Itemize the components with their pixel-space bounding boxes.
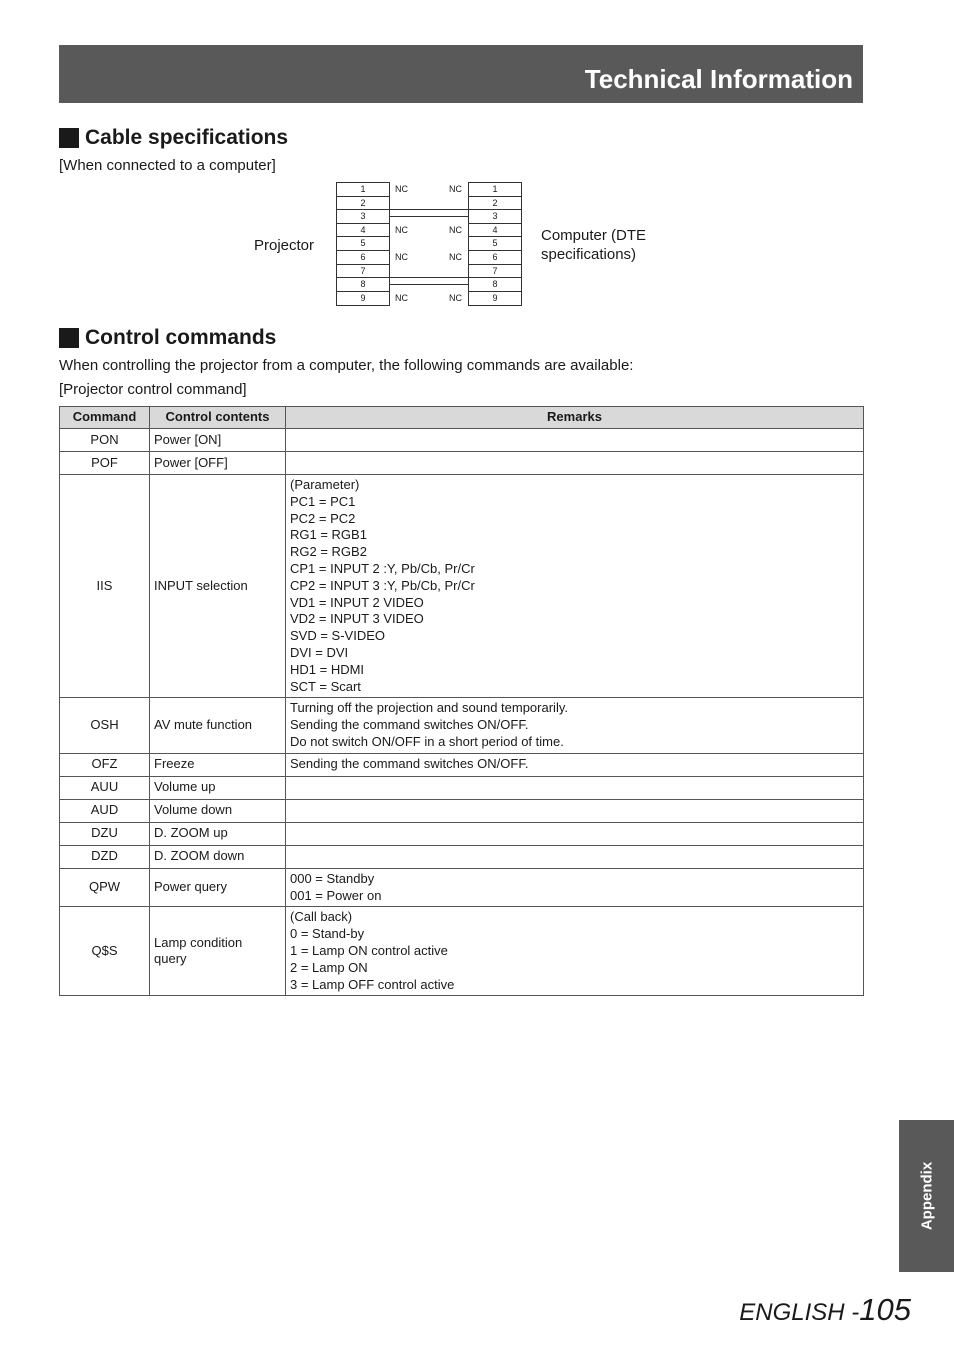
- pin-cell: 8: [337, 278, 389, 292]
- remarks-cell: [286, 475, 864, 698]
- command-cell: DZU: [60, 822, 150, 845]
- pin-cell: 5: [337, 237, 389, 251]
- wire-line: [390, 284, 468, 285]
- contents-line: D. ZOOM up: [154, 825, 228, 841]
- remarks-line: 0 = Stand-by: [290, 926, 365, 942]
- remarks-cell: [286, 868, 864, 907]
- remarks-line: (Call back): [290, 909, 353, 925]
- contents-line: INPUT selection: [154, 577, 248, 593]
- computer-label-line2: specifications): [541, 246, 637, 263]
- contents-cell: [150, 822, 286, 845]
- remarks-cell: [286, 776, 864, 799]
- header-command: Command: [60, 407, 150, 429]
- remarks-cell: [286, 799, 864, 822]
- table-row: [60, 799, 864, 822]
- computer-label-line1: Computer (DTE: [541, 227, 647, 244]
- control-section-title: Control commands: [85, 326, 277, 349]
- command-cell: OSH: [60, 698, 150, 753]
- contents-cell: [150, 845, 286, 868]
- pin-cell: 1: [337, 183, 389, 197]
- nc-right: NC: [449, 252, 462, 262]
- computer-label: [541, 226, 646, 264]
- command-cell: AUU: [60, 776, 150, 799]
- remarks-line: 3 = Lamp OFF control active: [290, 976, 455, 992]
- contents-cell: [150, 776, 286, 799]
- remarks-cell: [286, 698, 864, 753]
- header-bar: [59, 45, 863, 103]
- nc-right: NC: [449, 292, 462, 303]
- remarks-line: (Parameter): [290, 477, 360, 492]
- contents-cell: [150, 907, 286, 996]
- remarks-line: PC2 = PC2: [290, 510, 356, 526]
- nc-left: NC: [395, 292, 408, 303]
- nc-right: NC: [449, 184, 462, 194]
- command-cell: Q$S: [60, 907, 150, 996]
- contents-cell: [150, 452, 286, 475]
- remarks-line: SCT = Scart: [290, 678, 361, 694]
- remarks-line: 001 = Power on: [290, 887, 382, 903]
- remarks-line: RG2 = RGB2: [290, 544, 367, 560]
- contents-cell: [150, 753, 286, 776]
- contents-cell: [150, 429, 286, 452]
- table-header-row: [60, 407, 864, 429]
- nc-left: NC: [395, 224, 408, 235]
- remarks-cell: [286, 822, 864, 845]
- contents-line: Power [OFF]: [154, 454, 228, 470]
- command-cell: POF: [60, 452, 150, 475]
- pin-cell: 7: [469, 265, 521, 279]
- page-footer: [739, 1292, 911, 1328]
- appendix-side-tab: [899, 1120, 954, 1272]
- pin-cell: 3: [469, 210, 521, 224]
- pin-cell: 8: [469, 278, 521, 292]
- remarks-line: Turning off the projection and sound temporarily.: [290, 700, 568, 716]
- pin-cell: 6: [337, 251, 389, 265]
- contents-line: Power query: [154, 879, 227, 895]
- pin-cell: 4: [337, 224, 389, 238]
- nc-left: NC: [395, 184, 408, 194]
- contents-line: Lamp condition: [154, 934, 243, 950]
- pin-cell: 3: [337, 210, 389, 224]
- wire-line: [390, 216, 468, 217]
- pin-cell: 7: [337, 265, 389, 279]
- table-body: [60, 429, 864, 996]
- remarks-line: CP2 = INPUT 3 :Y, Pb/Cb, Pr/Cr: [290, 577, 475, 593]
- wire-line: [390, 209, 468, 210]
- remarks-line: DVI = DVI: [290, 644, 349, 660]
- contents-cell: [150, 698, 286, 753]
- projector-label: Projector: [254, 237, 315, 254]
- pin-cell: 1: [469, 183, 521, 197]
- remarks-line: 2 = Lamp ON: [290, 959, 368, 975]
- remarks-cell: [286, 753, 864, 776]
- remarks-line: 1 = Lamp ON control active: [290, 942, 448, 958]
- remarks-cell: [286, 845, 864, 868]
- remarks-cell: [286, 907, 864, 996]
- pin-cell: 9: [360, 292, 366, 303]
- section-bullet-icon: [59, 128, 79, 148]
- contents-cell: [150, 799, 286, 822]
- table-row: [60, 429, 864, 452]
- table-row: [60, 452, 864, 475]
- pin-cell: 2: [469, 197, 521, 211]
- control-intro: When controlling the projector from a computer, the following commands are available:: [59, 357, 634, 374]
- remarks-line: Sending the command switches ON/OFF.: [290, 717, 529, 733]
- remarks-line: 000 = Standby: [290, 870, 375, 886]
- command-cell: PON: [60, 429, 150, 452]
- remarks-line: PC1 = PC1: [290, 493, 356, 509]
- remarks-line: SVD = S-VIDEO: [290, 628, 385, 644]
- page-number: 105: [859, 1292, 911, 1327]
- pin-cell: 9: [492, 292, 498, 303]
- contents-line: Volume down: [154, 802, 233, 818]
- header-control-contents: Control contents: [150, 407, 286, 429]
- remarks-line: Do not switch ON/OFF in a short period of time.: [290, 733, 564, 749]
- remarks-line: RG1 = RGB1: [290, 527, 367, 543]
- contents-line: Volume up: [154, 779, 216, 795]
- table-row: [60, 753, 864, 776]
- contents-line: D. ZOOM down: [154, 848, 245, 864]
- command-table: [59, 406, 864, 996]
- remarks-cell: [286, 452, 864, 475]
- table-row: [60, 698, 864, 753]
- footer-language: ENGLISH -: [739, 1299, 860, 1326]
- cable-section-heading: [59, 126, 288, 150]
- nc-right: NC: [449, 224, 462, 235]
- table-row: [60, 845, 864, 868]
- contents-line: Power [ON]: [154, 431, 222, 447]
- contents-line: query: [154, 951, 187, 967]
- section-bullet-icon: [59, 328, 79, 348]
- pin-cell: 5: [469, 237, 521, 251]
- wire-line: [390, 277, 468, 278]
- command-cell: QPW: [60, 868, 150, 907]
- remarks-line: HD1 = HDMI: [290, 661, 365, 677]
- command-cell: DZD: [60, 845, 150, 868]
- control-subtitle: [Projector control command]: [59, 381, 247, 398]
- table-row: [60, 907, 864, 996]
- remarks-line: Sending the command switches ON/OFF.: [290, 756, 529, 772]
- contents-cell: [150, 475, 286, 698]
- table-row: [60, 868, 864, 907]
- pin-cell: 4: [469, 224, 521, 238]
- pin-cell: 2: [337, 197, 389, 211]
- remarks-line: VD1 = INPUT 2 VIDEO: [290, 594, 424, 610]
- table-row: [60, 475, 864, 698]
- command-cell: OFZ: [60, 753, 150, 776]
- side-tab-label: Appendix: [918, 1161, 935, 1231]
- nc-left: NC: [395, 252, 408, 262]
- page-title: Technical Information: [584, 64, 853, 94]
- command-cell: AUD: [60, 799, 150, 822]
- control-section-heading: [59, 326, 276, 350]
- remarks-line: VD2 = INPUT 3 VIDEO: [290, 611, 424, 627]
- header-remarks: Remarks: [286, 407, 864, 429]
- pin-cell: 6: [469, 251, 521, 265]
- computer-pin-column: [468, 182, 522, 306]
- cable-section-title: Cable specifications: [85, 126, 289, 149]
- remarks-cell: [286, 429, 864, 452]
- remarks-line: CP1 = INPUT 2 :Y, Pb/Cb, Pr/Cr: [290, 560, 475, 576]
- table-row: [60, 776, 864, 799]
- contents-line: AV mute function: [154, 717, 253, 733]
- cable-subtitle: [When connected to a computer]: [59, 157, 276, 174]
- table-row: [60, 822, 864, 845]
- contents-cell: [150, 868, 286, 907]
- command-cell: IIS: [60, 475, 150, 698]
- projector-pin-column: [336, 182, 390, 306]
- contents-line: Freeze: [154, 756, 195, 772]
